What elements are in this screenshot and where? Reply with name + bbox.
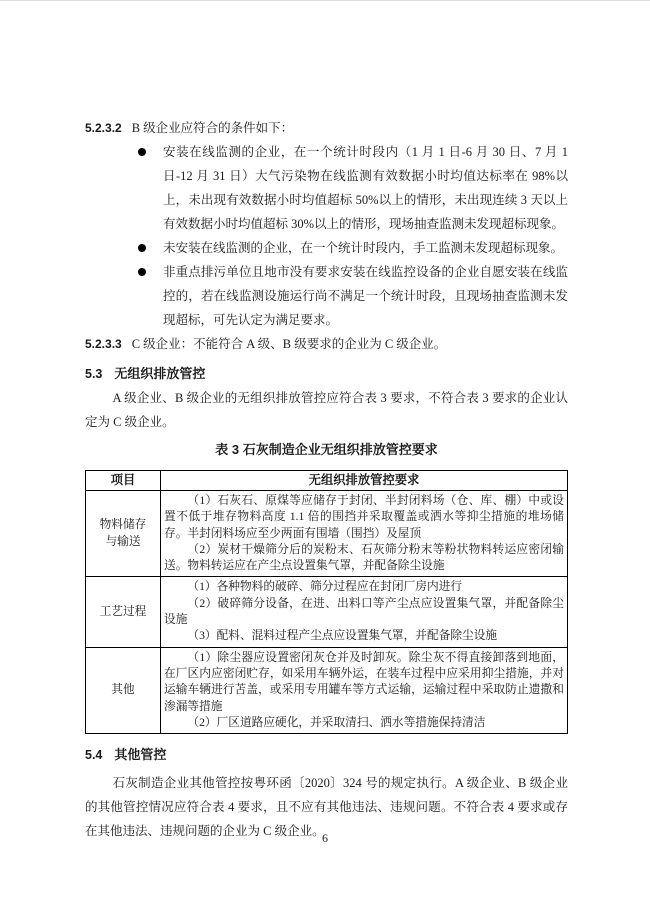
bullet-text: 未安装在线监测的企业，在一个统计时段内，手工监测未发现超标现象。: [163, 241, 564, 255]
heading-54-number: 5.4: [85, 748, 103, 763]
table3-emission-control: [85, 470, 568, 734]
page-content: [85, 116, 568, 843]
bullet-item-voluntary-monitoring: [85, 260, 568, 332]
section-heading-53: [85, 362, 568, 386]
table3-row3-item-text: 其他: [111, 683, 135, 697]
requirement-para: （2）破碎筛分设备，在进、出料口等产尘点应设置集气罩，并配备除尘设施: [164, 596, 564, 627]
table-row: [86, 491, 568, 577]
clause-5233-number: 5.2.3.3: [85, 337, 122, 351]
bullet-icon: [138, 244, 146, 252]
requirement-para: （1）石灰石、原煤等应储存于封闭、半封闭料场（仓、库、棚）中或设置不低于堆存物料高度 1.1 倍的围挡并采取覆盖或洒水等抑尘措施的堆场储存。半封闭料场应至少两面有围墙（围挡）及屋顶: [164, 494, 564, 540]
table-row: [86, 577, 568, 647]
clause-5232: [85, 116, 568, 140]
table3-row1-item: [86, 491, 161, 577]
requirement-para: （2）厂区道路应硬化，并采取清扫、洒水等措施保持清洁: [187, 715, 486, 729]
requirement-para: （1）各种物料的破碎、筛分过程应在封闭厂房内进行: [187, 580, 463, 594]
table-row: [86, 647, 568, 733]
paragraph-54: 石灰制造企业其他管控按粤环函〔2020〕324 号的规定执行。A 级企业、B 级企业的其他管控情况应符合表 4 要求，且不应有其他违法、违规问题。不符合表 4 要求或存在其他违法、违规问题的企业为 C 级企业。: [85, 776, 568, 839]
page-number: 6: [322, 831, 328, 845]
paragraph-53: A 级企业、B 级企业的无组织排放管控应符合表 3 要求，不符合表 3 要求的企业认定为 C 级企业。: [85, 391, 568, 429]
requirement-para: （2）炭材干燥筛分后的炭粉末、石灰筛分粉末等粉状物料转运应密闭输送。物料转运应在产尘点设置集气罩，并配备除尘设施: [164, 542, 564, 573]
table3-title: 表 3 石灰制造企业无组织排放管控要求: [215, 442, 438, 457]
table3-row3-item: [86, 647, 161, 733]
bullet-text: 安装在线监测的企业，在一个统计时段内（1 月 1 日-6 月 30 日、7 月 1 日-12 月 31 日）大气污染物在线监测有效数据小时均值达标率在 98%以上，未出现有效数据小时均值超标 50%以上的情形，未出现连续 3 天以上有效数据小时均值超标 30%以上的情形，现场抽查监测未发现超标现象。: [163, 145, 568, 231]
clause-5233-text: C 级企业：不能符合 A 级、B 级要求的企业为 C 级企业。: [131, 337, 447, 351]
table3-body: [86, 491, 568, 734]
condition-bullet-list: [85, 140, 568, 332]
bullet-item-online-monitoring: [85, 140, 568, 236]
bullet-icon: [138, 268, 146, 276]
table3-row1-item-text: 物料储存与输送: [99, 518, 147, 548]
table3-row2-item-text: 工艺过程: [99, 604, 147, 618]
requirement-para: （1）除尘器应设置密闭灰仓并及时卸灰。除尘灰不得直接卸落到地面，在厂区内应密闭贮存，如采用车辆外运，在装车过程中应采用抑尘措施，并对运输车辆进行苫盖，或采用专用罐车等方式运输，运输过程中采取防止遗撒和渗漏等措施: [164, 650, 564, 713]
table3-row2-requirement: [161, 577, 568, 647]
table3-row2-item: [86, 577, 161, 647]
table3-row1-requirement: [161, 491, 568, 577]
clause-5232-number: 5.2.3.2: [85, 121, 122, 135]
bullet-icon: [138, 148, 146, 156]
heading-54-title: 其他管控: [114, 747, 167, 763]
table3-header-item: 项目: [86, 471, 161, 491]
bullet-text: 非重点排污单位且地市没有要求安装在线监控设备的企业自愿安装在线监控的，若在线监测设施运行尚不满足一个统计时段，且现场抽查监测未发现超标，可先认定为满足要求。: [163, 265, 568, 327]
scan-edge-line: [0, 0, 650, 1]
requirement-para: （3）配料、混料过程产尘点应设置集气罩，并配备除尘设施: [187, 629, 498, 643]
table3-header-row: [86, 471, 568, 491]
bullet-item-manual-monitoring: [85, 236, 568, 260]
table3-header-requirement: 无组织排放管控要求: [161, 471, 568, 491]
table3-header: [86, 471, 568, 491]
clause-5232-text: B 级企业应符合的条件如下：: [131, 121, 294, 135]
table3-row3-requirement: [161, 647, 568, 733]
heading-53-number: 5.3: [85, 367, 103, 381]
heading-53-title: 无组织排放管控: [114, 366, 206, 381]
section-heading-54: [85, 743, 568, 767]
clause-5233: [85, 332, 568, 356]
